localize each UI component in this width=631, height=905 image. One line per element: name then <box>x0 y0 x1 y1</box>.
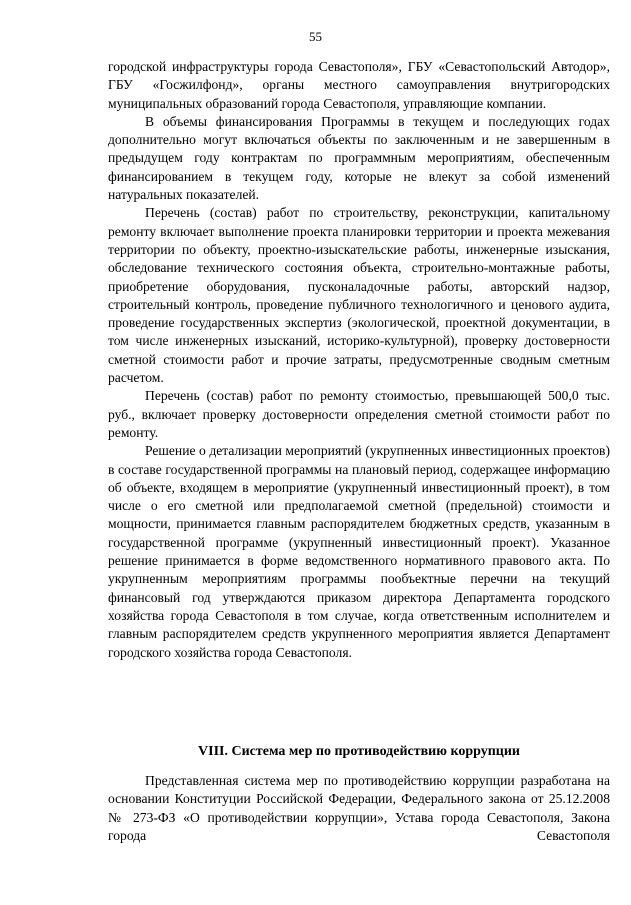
body-text <box>108 58 610 662</box>
paragraph-construction-works: Перечень (состав) работ по строительству, реконструкции, капитальному ремонту включает выполнение проекта планировки территории и проекта межевания территории по объекту, проектно-изыскательские работы, инженерные изыскания, обследование технического состояния объекта, строительно-монтажные работы, приобретение оборудования, пусконаладочные работы, авторский надзор, строительный контроль, проведение публичного технологичного и ценового аудита, проведение государственных экспертиз (экологической, проектной документации, в том числе инженерных изысканий, историко-культурной), проверку достоверности сметной стоимости работ и прочие затраты, предусмотренные сводным сметным расчетом. <box>108 205 610 386</box>
page-number: 55 <box>309 29 322 44</box>
section-body-text <box>108 772 610 845</box>
paragraph-repair-works: Перечень (состав) работ по ремонту стоимостью, превышающей 500,0 тыс. руб., включает проверку достоверности определения сметной стоимости работ по ремонту. <box>108 388 610 440</box>
paragraph-anticorruption: Представленная система мер по противодействию коррупции разработана на основании Конституции Российской Федерации, Федерального закона от 25.12.2008 № 273-ФЗ «О противодействии коррупции», Устава города Севастополя, Закона города Севастополя <box>108 773 610 843</box>
paragraph-financing: В объемы финансирования Программы в текущем и последующих годах дополнительно могут включаться объекты по заключенным и не завершенным в предыдущем году контрактам по программным мероприятиям, обеспеченным финансированием в текущем году, которые не влекут за собой изменений натуральных показателей. <box>108 113 610 203</box>
paragraph-continuation: городской инфраструктуры города Севастополя», ГБУ «Севастопольский Автодор», ГБУ «Госжилфонд», органы местного самоуправления внутригородских муниципальных образований города Севастополя, управляющие компании. <box>108 59 610 111</box>
paragraph-detailing-decision: Решение о детализации мероприятий (укрупненных инвестиционных проектов) в составе государственной программы на плановый период, содержащее информацию об объекте, входящем в мероприятие (укрупненный инвестиционный проект), в том числе о его сметной или предполагаемой сметной (предельной) стоимости и мощности, принимается главным распорядителем бюджетных средств, указанным в государственной программе (укрупненный инвестиционный проект). Указанное решение принимается в форме ведомственного нормативного правового акта. По укрупненным мероприятиям программы пообъектные перечни на текущий финансовый год утверждаются приказом директора Департамента городского хозяйства города Севастополя в том случае, когда ответственным исполнителем и главным распорядителем средств укрупненного мероприятия является Департамент городского хозяйства города Севастополя. <box>108 443 610 660</box>
section-heading: VIII. Система мер по противодействию коррупции <box>198 744 520 759</box>
